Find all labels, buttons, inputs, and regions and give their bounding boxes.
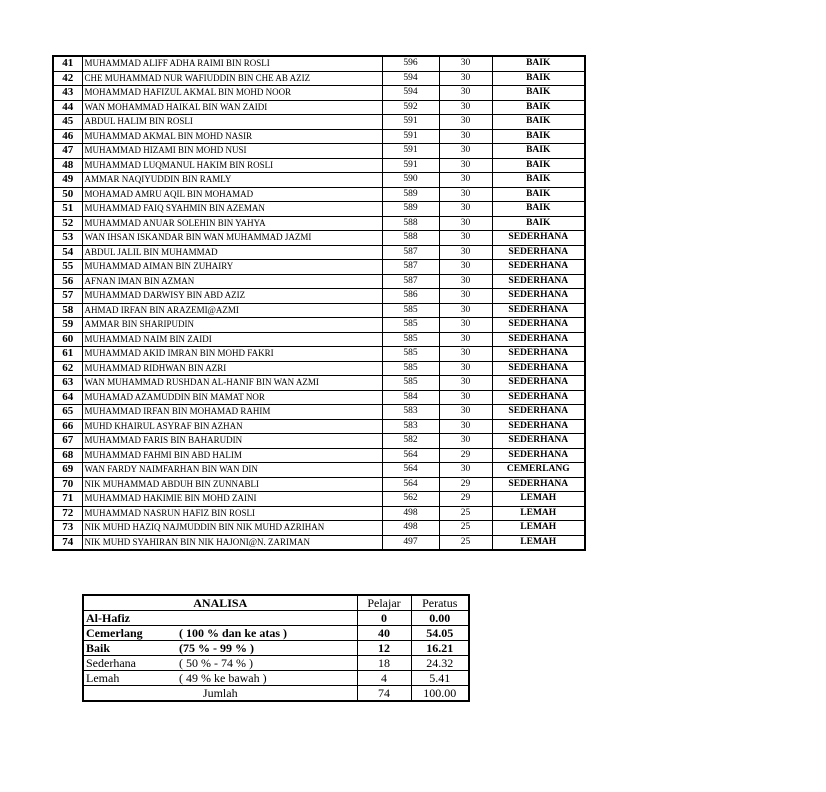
score-cell: 591: [382, 115, 439, 130]
row-number: 51: [53, 202, 82, 217]
row-number: 72: [53, 506, 82, 521]
student-name: MUHAMMAD FAIQ SYAHMIN BIN AZEMAN: [82, 202, 382, 217]
status-cell: SEDERHANA: [492, 274, 585, 289]
status-cell: SEDERHANA: [492, 260, 585, 275]
analysis-header-row: [83, 595, 469, 611]
row-number: 61: [53, 347, 82, 362]
student-name: NIK MUHAMMAD ABDUH BIN ZUNNABLI: [82, 477, 382, 492]
count-cell: 30: [439, 434, 492, 449]
analysis-percent: 54.05: [411, 626, 469, 641]
student-name: WAN MOHAMMAD HAIKAL BIN WAN ZAIDI: [82, 100, 382, 115]
table-row: [53, 318, 585, 333]
row-number: 45: [53, 115, 82, 130]
student-results-table: [52, 55, 586, 551]
table-row: [53, 86, 585, 101]
analysis-students: 12: [357, 641, 411, 656]
row-number: 59: [53, 318, 82, 333]
student-name: MUHAMMAD RIDHWAN BIN AZRI: [82, 361, 382, 376]
status-cell: SEDERHANA: [492, 303, 585, 318]
row-number: 74: [53, 535, 82, 550]
analysis-percent: 24.32: [411, 656, 469, 671]
score-cell: 584: [382, 390, 439, 405]
count-cell: 30: [439, 100, 492, 115]
student-name: MUHAMAD AZAMUDDIN BIN MAMAT NOR: [82, 390, 382, 405]
analysis-range: (75 % - 99 % ): [179, 641, 357, 656]
analysis-table: [82, 594, 470, 702]
row-number: 69: [53, 463, 82, 478]
student-name: AMMAR BIN SHARIPUDIN: [82, 318, 382, 333]
student-name: MUHAMMAD ANUAR SOLEHIN BIN YAHYA: [82, 216, 382, 231]
analysis-body: [83, 595, 469, 701]
analysis-students: 4: [357, 671, 411, 686]
count-cell: 25: [439, 521, 492, 536]
count-cell: 30: [439, 318, 492, 333]
status-cell: SEDERHANA: [492, 361, 585, 376]
analysis-category: Al-Hafiz: [83, 611, 179, 626]
table-row: [53, 506, 585, 521]
student-name: MUHAMMAD NASRUN HAFIZ BIN ROSLI: [82, 506, 382, 521]
score-cell: 585: [382, 361, 439, 376]
score-cell: 591: [382, 129, 439, 144]
analysis-title: ANALISA: [83, 595, 357, 611]
score-cell: 564: [382, 477, 439, 492]
row-number: 67: [53, 434, 82, 449]
score-cell: 498: [382, 521, 439, 536]
student-name: MUHD KHAIRUL ASYRAF BIN AZHAN: [82, 419, 382, 434]
status-cell: SEDERHANA: [492, 231, 585, 246]
row-number: 56: [53, 274, 82, 289]
student-name: MUHAMMAD FAHMI BIN ABD HALIM: [82, 448, 382, 463]
count-cell: 30: [439, 347, 492, 362]
score-cell: 585: [382, 318, 439, 333]
count-cell: 30: [439, 86, 492, 101]
row-number: 49: [53, 173, 82, 188]
student-name: MUHAMMAD IRFAN BIN MOHAMAD RAHIM: [82, 405, 382, 420]
analysis-category: Baik: [83, 641, 179, 656]
row-number: 53: [53, 231, 82, 246]
count-cell: 30: [439, 274, 492, 289]
status-cell: CEMERLANG: [492, 463, 585, 478]
score-cell: 594: [382, 71, 439, 86]
count-cell: 30: [439, 361, 492, 376]
student-name: WAN MUHAMMAD RUSHDAN AL-HANIF BIN WAN AZMI: [82, 376, 382, 391]
status-cell: SEDERHANA: [492, 405, 585, 420]
table-row: [53, 332, 585, 347]
analysis-percent: 16.21: [411, 641, 469, 656]
row-number: 58: [53, 303, 82, 318]
count-cell: 29: [439, 492, 492, 507]
status-cell: BAIK: [492, 71, 585, 86]
student-name: MUHAMMAD FARIS BIN BAHARUDIN: [82, 434, 382, 449]
status-cell: BAIK: [492, 187, 585, 202]
status-cell: BAIK: [492, 56, 585, 71]
total-students: 74: [357, 686, 411, 702]
analysis-total-row: [83, 686, 469, 702]
table-row: [53, 477, 585, 492]
table-row: [53, 274, 585, 289]
analysis-category: Cemerlang: [83, 626, 179, 641]
score-cell: 589: [382, 187, 439, 202]
score-cell: 596: [382, 56, 439, 71]
count-cell: 30: [439, 187, 492, 202]
count-cell: 30: [439, 216, 492, 231]
score-cell: 594: [382, 86, 439, 101]
row-number: 41: [53, 56, 82, 71]
student-name: MUHAMMAD ALIFF ADHA RAIMI BIN ROSLI: [82, 56, 382, 71]
status-cell: BAIK: [492, 158, 585, 173]
student-name: MUHAMMAD HAKIMIE BIN MOHD ZAINI: [82, 492, 382, 507]
status-cell: BAIK: [492, 129, 585, 144]
total-percent: 100.00: [411, 686, 469, 702]
row-number: 62: [53, 361, 82, 376]
row-number: 63: [53, 376, 82, 391]
table-row: [53, 56, 585, 71]
table-row: [53, 347, 585, 362]
score-cell: 564: [382, 463, 439, 478]
table-row: [53, 144, 585, 159]
analysis-students: 18: [357, 656, 411, 671]
table-row: [53, 100, 585, 115]
table-row: [53, 376, 585, 391]
table-row: [53, 492, 585, 507]
table-row: [53, 173, 585, 188]
status-cell: LEMAH: [492, 492, 585, 507]
count-cell: 30: [439, 332, 492, 347]
count-cell: 30: [439, 419, 492, 434]
table-row: [53, 129, 585, 144]
analysis-category: Lemah: [83, 671, 179, 686]
status-cell: SEDERHANA: [492, 434, 585, 449]
status-cell: BAIK: [492, 216, 585, 231]
count-cell: 30: [439, 115, 492, 130]
row-number: 47: [53, 144, 82, 159]
row-number: 55: [53, 260, 82, 275]
analysis-row: [83, 671, 469, 686]
table-row: [53, 390, 585, 405]
score-cell: 588: [382, 231, 439, 246]
student-name: AHMAD IRFAN BIN ARAZEMI@AZMI: [82, 303, 382, 318]
score-cell: 592: [382, 100, 439, 115]
student-name: MUHAMMAD LUQMANUL HAKIM BIN ROSLI: [82, 158, 382, 173]
score-cell: 497: [382, 535, 439, 550]
row-number: 73: [53, 521, 82, 536]
score-cell: 498: [382, 506, 439, 521]
table-row: [53, 463, 585, 478]
row-number: 52: [53, 216, 82, 231]
row-number: 43: [53, 86, 82, 101]
row-number: 44: [53, 100, 82, 115]
count-cell: 30: [439, 173, 492, 188]
status-cell: SEDERHANA: [492, 245, 585, 260]
status-cell: SEDERHANA: [492, 477, 585, 492]
student-name: MUHAMMAD NAIM BIN ZAIDI: [82, 332, 382, 347]
student-name: MOHAMMAD HAFIZUL AKMAL BIN MOHD NOOR: [82, 86, 382, 101]
table-row: [53, 158, 585, 173]
count-cell: 30: [439, 56, 492, 71]
row-number: 66: [53, 419, 82, 434]
count-cell: 30: [439, 303, 492, 318]
count-cell: 30: [439, 231, 492, 246]
analysis-range: ( 49 % ke bawah ): [179, 671, 357, 686]
table-row: [53, 303, 585, 318]
table-row: [53, 115, 585, 130]
table-row: [53, 535, 585, 550]
table-row: [53, 419, 585, 434]
analysis-category: Sederhana: [83, 656, 179, 671]
score-cell: 583: [382, 419, 439, 434]
table-row: [53, 71, 585, 86]
analysis-row: [83, 626, 469, 641]
student-name: AFNAN IMAN BIN AZMAN: [82, 274, 382, 289]
analysis-range: [179, 611, 357, 626]
row-number: 54: [53, 245, 82, 260]
score-cell: 588: [382, 216, 439, 231]
score-cell: 585: [382, 347, 439, 362]
row-number: 68: [53, 448, 82, 463]
count-cell: 30: [439, 289, 492, 304]
count-cell: 25: [439, 506, 492, 521]
percent-column-header: Peratus: [411, 595, 469, 611]
analysis-students: 0: [357, 611, 411, 626]
score-cell: 590: [382, 173, 439, 188]
analysis-percent: 5.41: [411, 671, 469, 686]
analysis-percent: 0.00: [411, 611, 469, 626]
score-cell: 585: [382, 332, 439, 347]
status-cell: BAIK: [492, 173, 585, 188]
row-number: 42: [53, 71, 82, 86]
table-row: [53, 361, 585, 376]
student-name: MUHAMMAD AKID IMRAN BIN MOHD FAKRI: [82, 347, 382, 362]
count-cell: 30: [439, 158, 492, 173]
score-cell: 564: [382, 448, 439, 463]
total-label: Jumlah: [83, 686, 357, 702]
table-row: [53, 405, 585, 420]
status-cell: BAIK: [492, 144, 585, 159]
student-name: MUHAMMAD HIZAMI BIN MOHD NUSI: [82, 144, 382, 159]
table-row: [53, 448, 585, 463]
status-cell: BAIK: [492, 115, 585, 130]
count-cell: 25: [439, 535, 492, 550]
row-number: 71: [53, 492, 82, 507]
count-cell: 30: [439, 376, 492, 391]
row-number: 64: [53, 390, 82, 405]
score-cell: 587: [382, 245, 439, 260]
status-cell: SEDERHANA: [492, 332, 585, 347]
student-name: CHE MUHAMMAD NUR WAFIUDDIN BIN CHE AB AZIZ: [82, 71, 382, 86]
status-cell: SEDERHANA: [492, 448, 585, 463]
status-cell: LEMAH: [492, 521, 585, 536]
student-name: ABDUL JALIL BIN MUHAMMAD: [82, 245, 382, 260]
table-row: [53, 289, 585, 304]
student-name: MUHAMMAD AKMAL BIN MOHD NASIR: [82, 129, 382, 144]
table-row: [53, 202, 585, 217]
student-name: WAN FARDY NAIMFARHAN BIN WAN DIN: [82, 463, 382, 478]
count-cell: 29: [439, 477, 492, 492]
count-cell: 30: [439, 144, 492, 159]
table-row: [53, 216, 585, 231]
score-cell: 591: [382, 144, 439, 159]
status-cell: BAIK: [492, 202, 585, 217]
count-cell: 30: [439, 390, 492, 405]
score-cell: 583: [382, 405, 439, 420]
table-row: [53, 231, 585, 246]
count-cell: 30: [439, 260, 492, 275]
status-cell: LEMAH: [492, 506, 585, 521]
status-cell: SEDERHANA: [492, 347, 585, 362]
table-row: [53, 245, 585, 260]
row-number: 57: [53, 289, 82, 304]
student-name: MUHAMMAD AIMAN BIN ZUHAIRY: [82, 260, 382, 275]
table-row: [53, 521, 585, 536]
row-number: 60: [53, 332, 82, 347]
count-cell: 30: [439, 71, 492, 86]
score-cell: 589: [382, 202, 439, 217]
row-number: 46: [53, 129, 82, 144]
score-cell: 587: [382, 260, 439, 275]
row-number: 65: [53, 405, 82, 420]
table-row: [53, 260, 585, 275]
student-name: WAN IHSAN ISKANDAR BIN WAN MUHAMMAD JAZMI: [82, 231, 382, 246]
student-name: ABDUL HALIM BIN ROSLI: [82, 115, 382, 130]
student-name: AMMAR NAQIYUDDIN BIN RAMLY: [82, 173, 382, 188]
count-cell: 30: [439, 129, 492, 144]
status-cell: SEDERHANA: [492, 390, 585, 405]
score-cell: 585: [382, 376, 439, 391]
students-column-header: Pelajar: [357, 595, 411, 611]
analysis-students: 40: [357, 626, 411, 641]
status-cell: SEDERHANA: [492, 376, 585, 391]
status-cell: SEDERHANA: [492, 419, 585, 434]
count-cell: 30: [439, 405, 492, 420]
count-cell: 30: [439, 245, 492, 260]
score-cell: 587: [382, 274, 439, 289]
analysis-row: [83, 641, 469, 656]
student-name: MOHAMAD AMRU AQIL BIN MOHAMAD: [82, 187, 382, 202]
score-cell: 582: [382, 434, 439, 449]
table-row: [53, 187, 585, 202]
score-cell: 585: [382, 303, 439, 318]
row-number: 70: [53, 477, 82, 492]
student-name: MUHAMMAD DARWISY BIN ABD AZIZ: [82, 289, 382, 304]
score-cell: 586: [382, 289, 439, 304]
student-rows: [53, 56, 585, 550]
student-name: NIK MUHD SYAHIRAN BIN NIK HAJONI@N. ZARIMAN: [82, 535, 382, 550]
row-number: 50: [53, 187, 82, 202]
row-number: 48: [53, 158, 82, 173]
count-cell: 30: [439, 463, 492, 478]
table-row: [53, 434, 585, 449]
status-cell: SEDERHANA: [492, 289, 585, 304]
status-cell: BAIK: [492, 100, 585, 115]
analysis-range: ( 100 % dan ke atas ): [179, 626, 357, 641]
analysis-row: [83, 611, 469, 626]
status-cell: SEDERHANA: [492, 318, 585, 333]
student-name: NIK MUHD HAZIQ NAJMUDDIN BIN NIK MUHD AZRIHAN: [82, 521, 382, 536]
analysis-range: ( 50 % - 74 % ): [179, 656, 357, 671]
status-cell: BAIK: [492, 86, 585, 101]
count-cell: 30: [439, 202, 492, 217]
count-cell: 29: [439, 448, 492, 463]
status-cell: LEMAH: [492, 535, 585, 550]
score-cell: 562: [382, 492, 439, 507]
analysis-row: [83, 656, 469, 671]
score-cell: 591: [382, 158, 439, 173]
